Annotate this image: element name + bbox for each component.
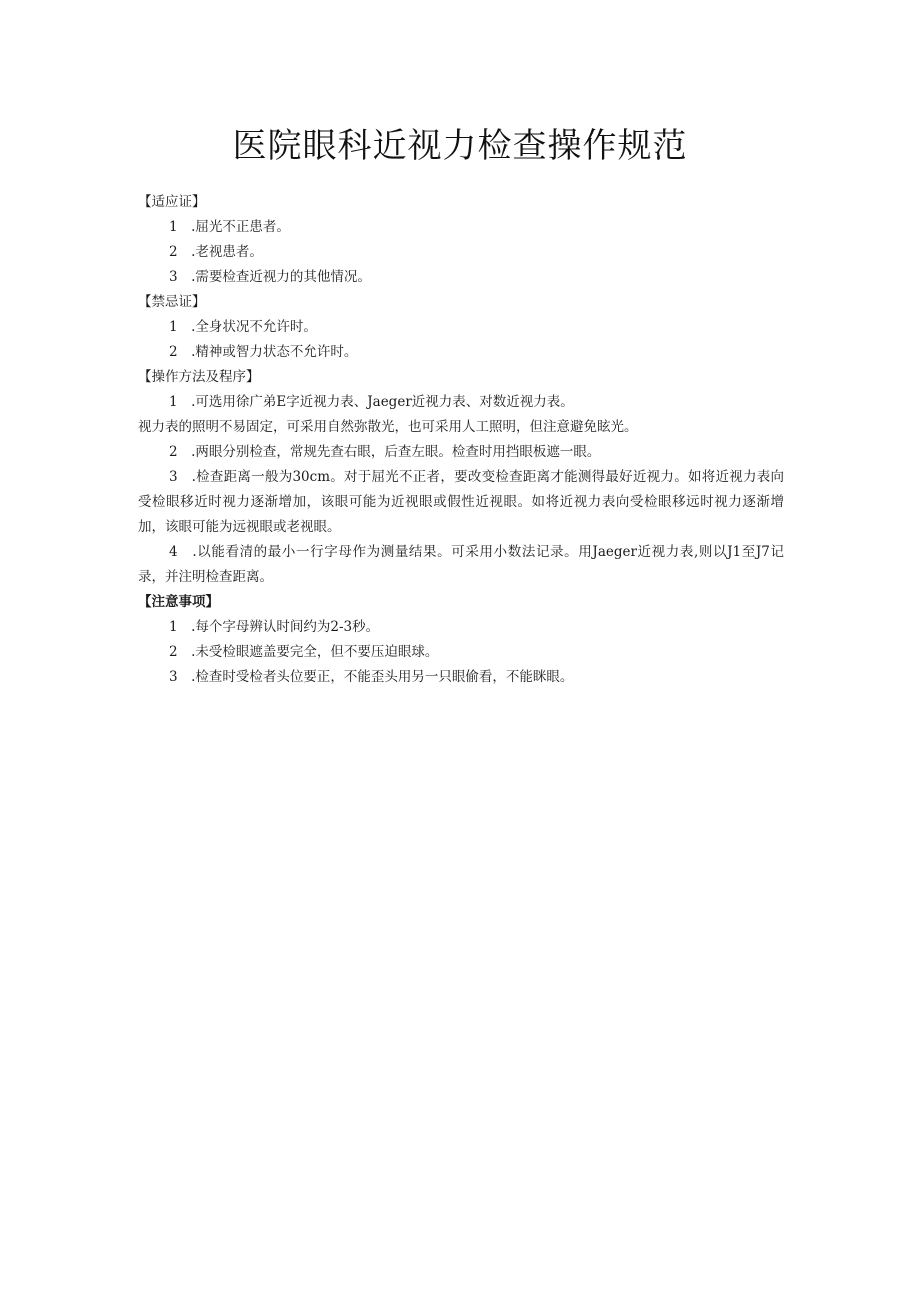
list-item: 1 .屈光不正患者。 (169, 219, 290, 235)
section-indications (138, 190, 784, 290)
section-notes (138, 590, 784, 690)
list-item: 2 .两眼分别检查，常规先查右眼，后查左眼。检查时用挡眼板遮一眼。 (169, 444, 601, 460)
list-item: 1 .可选用徐广弟E字近视力表、Jaeger近视力表、对数近视力表。 (169, 394, 574, 410)
list-item-continuation: 视力表的照明不易固定，可采用自然弥散光，也可采用人工照明，但注意避免眩光。 (138, 419, 638, 435)
list-item: 1 .每个字母辨认时间约为2-3秒。 (169, 619, 380, 635)
list-item: 3 .检查距离一般为30cm。对于屈光不正者，要改变检查距离才能测得最好近视力。如将近视力表向受检眼移近时视力逐渐增加，该眼可能为近视眼或假性近视眼。如将近视力表向受检眼移远时视力逐渐增加，该眼可能为远视眼或老视眼。 (138, 469, 784, 535)
section-procedure (138, 365, 784, 590)
list-item: 3 .需要检查近视力的其他情况。 (169, 269, 371, 285)
section-heading: 【适应证】 (138, 194, 206, 210)
section-heading: 【注意事项】 (138, 594, 219, 610)
list-item: 4 .以能看清的最小一行字母作为测量结果。可采用小数法记录。用Jaeger近视力表,则以J1至J7记录，并注明检查距离。 (138, 544, 784, 585)
section-heading: 【禁忌证】 (138, 294, 206, 310)
list-item: 2 .精神或智力状态不允许时。 (169, 344, 358, 360)
document-body (138, 190, 784, 690)
section-contraindications (138, 290, 784, 365)
list-item: 3 .检查时受检者头位要正，不能歪头用另一只眼偷看，不能眯眼。 (169, 669, 574, 685)
list-item: 2 .未受检眼遮盖要完全，但不要压迫眼球。 (169, 644, 439, 660)
list-item: 1 .全身状况不允许时。 (169, 319, 317, 335)
list-item: 2 .老视患者。 (169, 244, 263, 260)
section-heading: 【操作方法及程序】 (138, 369, 260, 385)
document-title: 医院眼科近视力检查操作规范 (232, 126, 688, 166)
